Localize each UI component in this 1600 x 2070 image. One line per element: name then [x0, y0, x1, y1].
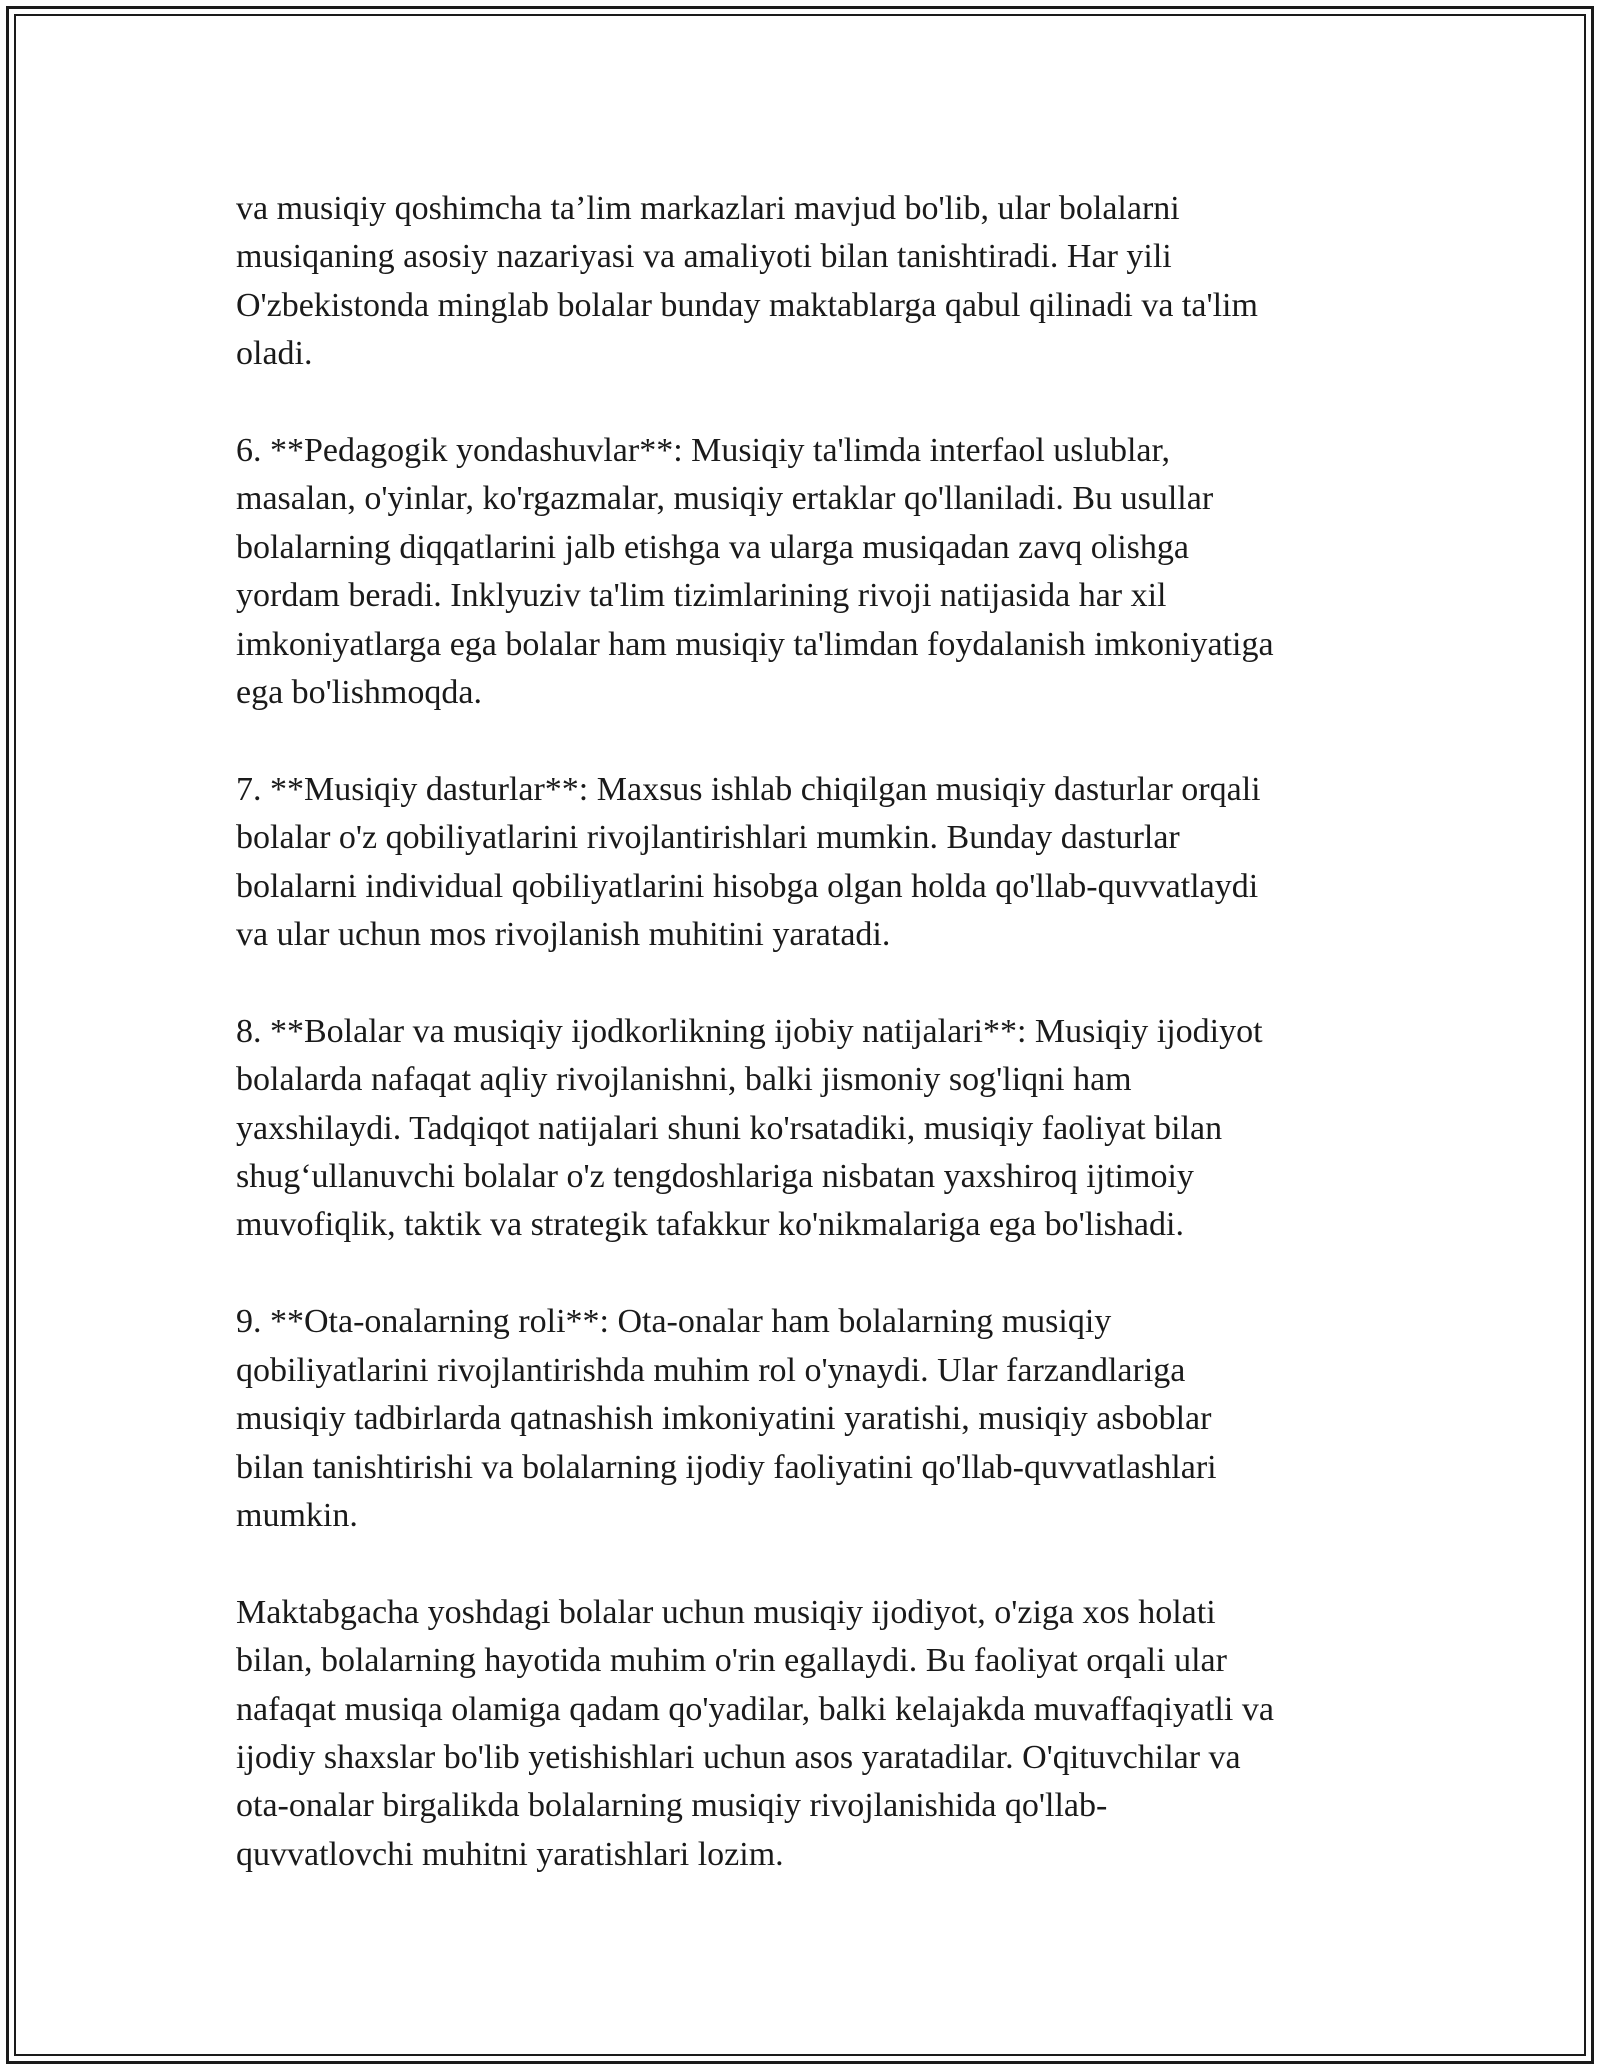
text-line: va ular uchun mos rivojlanish muhitini yaratadi.: [236, 916, 891, 954]
text-line: bilan tanishtirishi va bolalarning ijodiy faoliyatini qo'llab-quvvatlashlari: [236, 1448, 1217, 1486]
text-line: yaxshilaydi. Tadqiqot natijalari shuni ko'rsatadiki, musiqiy faoliyat bilan: [236, 1109, 1223, 1147]
text-line: quvvatlovchi muhitni yaratishlari lozim.: [236, 1835, 784, 1873]
paragraph-music-schools: [236, 185, 1376, 379]
paragraph-positive-results: [236, 1008, 1376, 1250]
text-line: mumkin.: [236, 1496, 358, 1534]
paragraph-pedagogical-approaches: [236, 427, 1376, 717]
paragraph-parents-role: [236, 1298, 1376, 1540]
text-line: bolalar o'z qobiliyatlarini rivojlantirishlari mumkin. Bunday dasturlar: [236, 819, 1180, 857]
text-line: muvofiqlik, taktik va strategik tafakkur ko'nikmalariga ega bo'lishadi.: [236, 1206, 1184, 1244]
text-line: O'zbekistonda minglab bolalar bunday maktablarga qabul qilinadi va ta'lim: [236, 286, 1258, 324]
text-line: oladi.: [236, 335, 313, 373]
text-line: bolalarning diqqatlarini jalb etishga va ularga musiqadan zavq olishga: [236, 528, 1189, 566]
text-line: 7. **Musiqiy dasturlar**: Maxsus ishlab chiqilgan musiqiy dasturlar orqali: [236, 770, 1261, 808]
paragraph-conclusion: [236, 1589, 1376, 1879]
text-line: musiqaning asosiy nazariyasi va amaliyoti bilan tanishtiradi. Har yili: [236, 238, 1172, 276]
text-line: yordam beradi. Inklyuziv ta'lim tizimlarining rivoji natijasida har xil: [236, 577, 1167, 615]
text-line: 8. **Bolalar va musiqiy ijodkorlikning ijobiy natijalari**: Musiqiy ijodiyot: [236, 1012, 1263, 1050]
text-line: 6. **Pedagogik yondashuvlar**: Musiqiy ta'limda interfaol uslublar,: [236, 432, 1170, 470]
text-line: Maktabgacha yoshdagi bolalar uchun musiqiy ijodiyot, o'ziga xos holati: [236, 1593, 1216, 1631]
text-line: bolalarni individual qobiliyatlarini hisobga olgan holda qo'llab-quvvatlaydi: [236, 867, 1259, 905]
text-line: ota-onalar birgalikda bolalarning musiqiy rivojlanishida qo'llab-: [236, 1787, 1108, 1825]
text-line: ega bo'lishmoqda.: [236, 674, 482, 712]
document-body: [236, 185, 1376, 1928]
text-line: shug‘ullanuvchi bolalar o'z tengdoshlariga nisbatan yaxshiroq ijtimoiy: [236, 1158, 1194, 1196]
text-line: musiqiy tadbirlarda qatnashish imkoniyatini yaratishi, musiqiy asboblar: [236, 1400, 1212, 1438]
text-line: 9. **Ota-onalarning roli**: Ota-onalar ham bolalarning musiqiy: [236, 1303, 1112, 1341]
text-line: bilan, bolalarning hayotida muhim o'rin egallaydi. Bu faoliyat orqali ular: [236, 1642, 1227, 1680]
text-line: ijodiy shaxslar bo'lib yetishishlari uchun asos yaratadilar. O'qituvchilar va: [236, 1738, 1241, 1776]
paragraph-music-programs: [236, 766, 1376, 960]
text-line: va musiqiy qoshimcha ta’lim markazlari mavjud bo'lib, ular bolalarni: [236, 190, 1180, 227]
text-line: bolalarda nafaqat aqliy rivojlanishni, balki jismoniy sog'liqni ham: [236, 1061, 1132, 1099]
text-line: masalan, o'yinlar, ko'rgazmalar, musiqiy ertaklar qo'llaniladi. Bu usullar: [236, 480, 1214, 518]
text-line: nafaqat musiqa olamiga qadam qo'yadilar, balki kelajakda muvaffaqiyatli va: [236, 1690, 1274, 1728]
text-line: imkoniyatlarga ega bolalar ham musiqiy ta'limdan foydalanish imkoniyatiga: [236, 625, 1274, 663]
text-line: qobiliyatlarini rivojlantirishda muhim rol o'ynaydi. Ular farzandlariga: [236, 1351, 1186, 1389]
